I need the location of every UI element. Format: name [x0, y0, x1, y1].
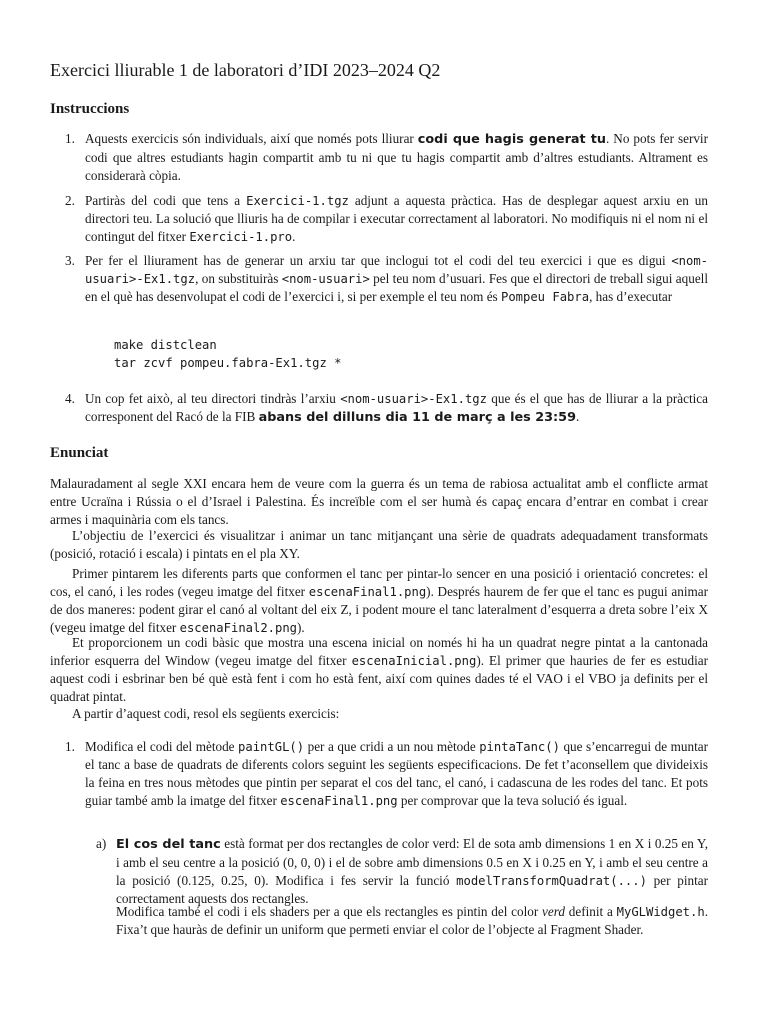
- code-line-2: tar zcvf pompeu.fabra-Ex1.tgz *: [114, 356, 342, 370]
- instruction-item-4: Un cop fet això, al teu directori tindràs l’arxiu <nom-usuari>-Ex1.tgz que és el que has de lliurar a la pràctica corresponent del Racó de la FIB abans del dilluns dia 11 de març a les 23:59.: [85, 391, 708, 425]
- statement-paragraph-2: L’objectiu de l’exercici és visualitzar i animar un tanc mitjançant una sèrie de quadrats adequadament transformats (posició, rotació i escala) i pintats en el pla XY.: [50, 528, 708, 561]
- statement-paragraph-1: Malauradament al segle XXI encara hem de veure com la guerra és un tema de rabiosa actualitat amb el conflicte armat entre Ucraïna i Rússia o el d’Israel i Palestina. És increïble com el ser humà és capaç encara d’entrar en combat i crear armes i maquinària com els tancs.: [50, 476, 708, 527]
- bold-text: El cos del tanc: [116, 837, 221, 852]
- code-text: escenaFinal2.png: [179, 621, 298, 635]
- code-text: Exercici-1.tgz: [246, 194, 349, 208]
- bold-text: codi que hagis generat tu: [417, 132, 607, 147]
- code-text: Pompeu Fabra: [501, 290, 590, 304]
- exercise-1a-continued: Modifica també el codi i els shaders per a que els rectangles es pintin del color verd definit a MyGLWidget.h. Fixa’t que hauràs de definir un uniform que permeti enviar el color de l’objecte al Fragment Shader.: [116, 904, 708, 937]
- list-item-number: 1.: [65, 131, 75, 146]
- code-text: MyGLWidget.h: [616, 905, 705, 919]
- exercise-1: Modifica el codi del mètode paintGL() per a que cridi a un nou mètode pintaTanc() que s’encarregui de muntar el tanc a base de quadrats de diferents colors seguint les següents especificacions. De fet t’aconsellem que divideixis la feina en tres nous mètodes que pintin per separat el cos del tanc, el canó, i cadascuna de les rodes del tanc. Et pots guiar també amb la imatge del fitxer escenaFinal1.png per comprovar que la teva solució és igual.: [85, 739, 708, 808]
- document-title: Exercici lliurable 1 de laboratori d’IDI 2023–2024 Q2: [50, 60, 441, 80]
- instruction-item-2: Partiràs del codi que tens a Exercici-1.tgz adjunt a aquesta pràctica. Has de desplegar aquest arxiu en un directori teu. La solució que lliuris ha de compilar i executar correctament al laboratori. No modifiquis ni el nom ni el contingut del fitxer Exercici-1.pro.: [85, 193, 708, 244]
- instructions-heading: Instruccions: [50, 101, 130, 117]
- statement-paragraph-3: Primer pintarem les diferents parts que conformen el tanc per pintar-lo sencer en una posició i orientació concretes: el cos, el canó, i les rodes (vegeu imatge del fitxer escenaFinal1.png). Després haurem de fer que el tanc es pugui animar de dos maneres: podent girar el canó al voltant del eix Z, i podent moure el tanc lateralment d’esquerra a dreta sobre l’eix X (vegeu imatge del fitxer escenaFinal2.png).: [50, 566, 708, 635]
- code-text: <nom-usuari>: [281, 272, 370, 286]
- list-item-number: 2.: [65, 193, 75, 208]
- code-text: paintGL(): [238, 740, 305, 754]
- code-text: modelTransformQuadrat(...): [456, 874, 647, 888]
- statement-paragraph-4: Et proporcionem un codi bàsic que mostra una escena inicial on només hi ha un quadrat negre pintat a la cantonada inferior esquerra del Window (vegeu imatge del fitxer escenaInicial.png). El primer que hauries de fer es estudiar aquest codi i esbrinar ben bé què està fent i com ho està fent, així com quines dades té el VAO i el VBO ja definits per el quadrat pintat.: [50, 635, 708, 704]
- code-text: escenaFinal1.png: [280, 794, 398, 808]
- statement-heading: Enunciat: [50, 445, 109, 461]
- code-text: Exercici-1.pro: [189, 230, 293, 244]
- instruction-item-1: Aquests exercicis són individuals, així que només pots lliurar codi que hagis generat tu. No pots fer servir codi que altres estudiants hagin compartit amb tu ni que tu hagis compartit amb d’altres estudiants. Altrament es considerarà còpia.: [85, 131, 708, 183]
- list-item-number: 4.: [65, 391, 75, 406]
- code-text: <nom-usuari>-Ex1.tgz: [85, 254, 708, 286]
- code-text: escenaInicial.png: [351, 654, 477, 668]
- code-text: pintaTanc(): [479, 740, 560, 754]
- sub-item-label: a): [96, 836, 107, 851]
- instruction-item-3: Per fer el lliurament has de generar un arxiu tar que inclogui tot el codi del teu exercici i que es digui <nom-usuari>-Ex1.tgz, on substituiràs <nom-usuari> pel teu nom d’usuari. Fes que el directori de treball sigui aquell en el què has desenvolupat el codi de l’exercici i, si per exemple el teu nom és Pompeu Fabra, has d’executar: [85, 253, 708, 304]
- exercise-1a: El cos del tanc està format per dos rectangles de color verd: El de sota amb dimensions 1 en X i 0.25 en Y, i amb el seu centre a la posició (0, 0, 0) i el de sobre amb dimensions 0.5 en X i 0.25 en Y, i amb el seu centre a la posició (0.125, 0.25, 0). Modifica i fes servir la funció modelTransformQuadrat(...) per pintar correctament aquests dos rectangles.: [116, 836, 708, 906]
- list-item-number: 3.: [65, 253, 75, 268]
- code-text: <nom-usuari>-Ex1.tgz: [340, 392, 487, 406]
- italic-text: verd: [542, 904, 565, 919]
- code-text: escenaFinal1.png: [308, 585, 427, 599]
- code-line-1: make distclean: [114, 338, 217, 352]
- statement-paragraph-5: A partir d’aquest codi, resol els següents exercicis:: [72, 706, 340, 721]
- bold-text: abans del dilluns dia 11 de març a les 23:59: [258, 410, 576, 425]
- list-item-number: 1.: [65, 739, 75, 754]
